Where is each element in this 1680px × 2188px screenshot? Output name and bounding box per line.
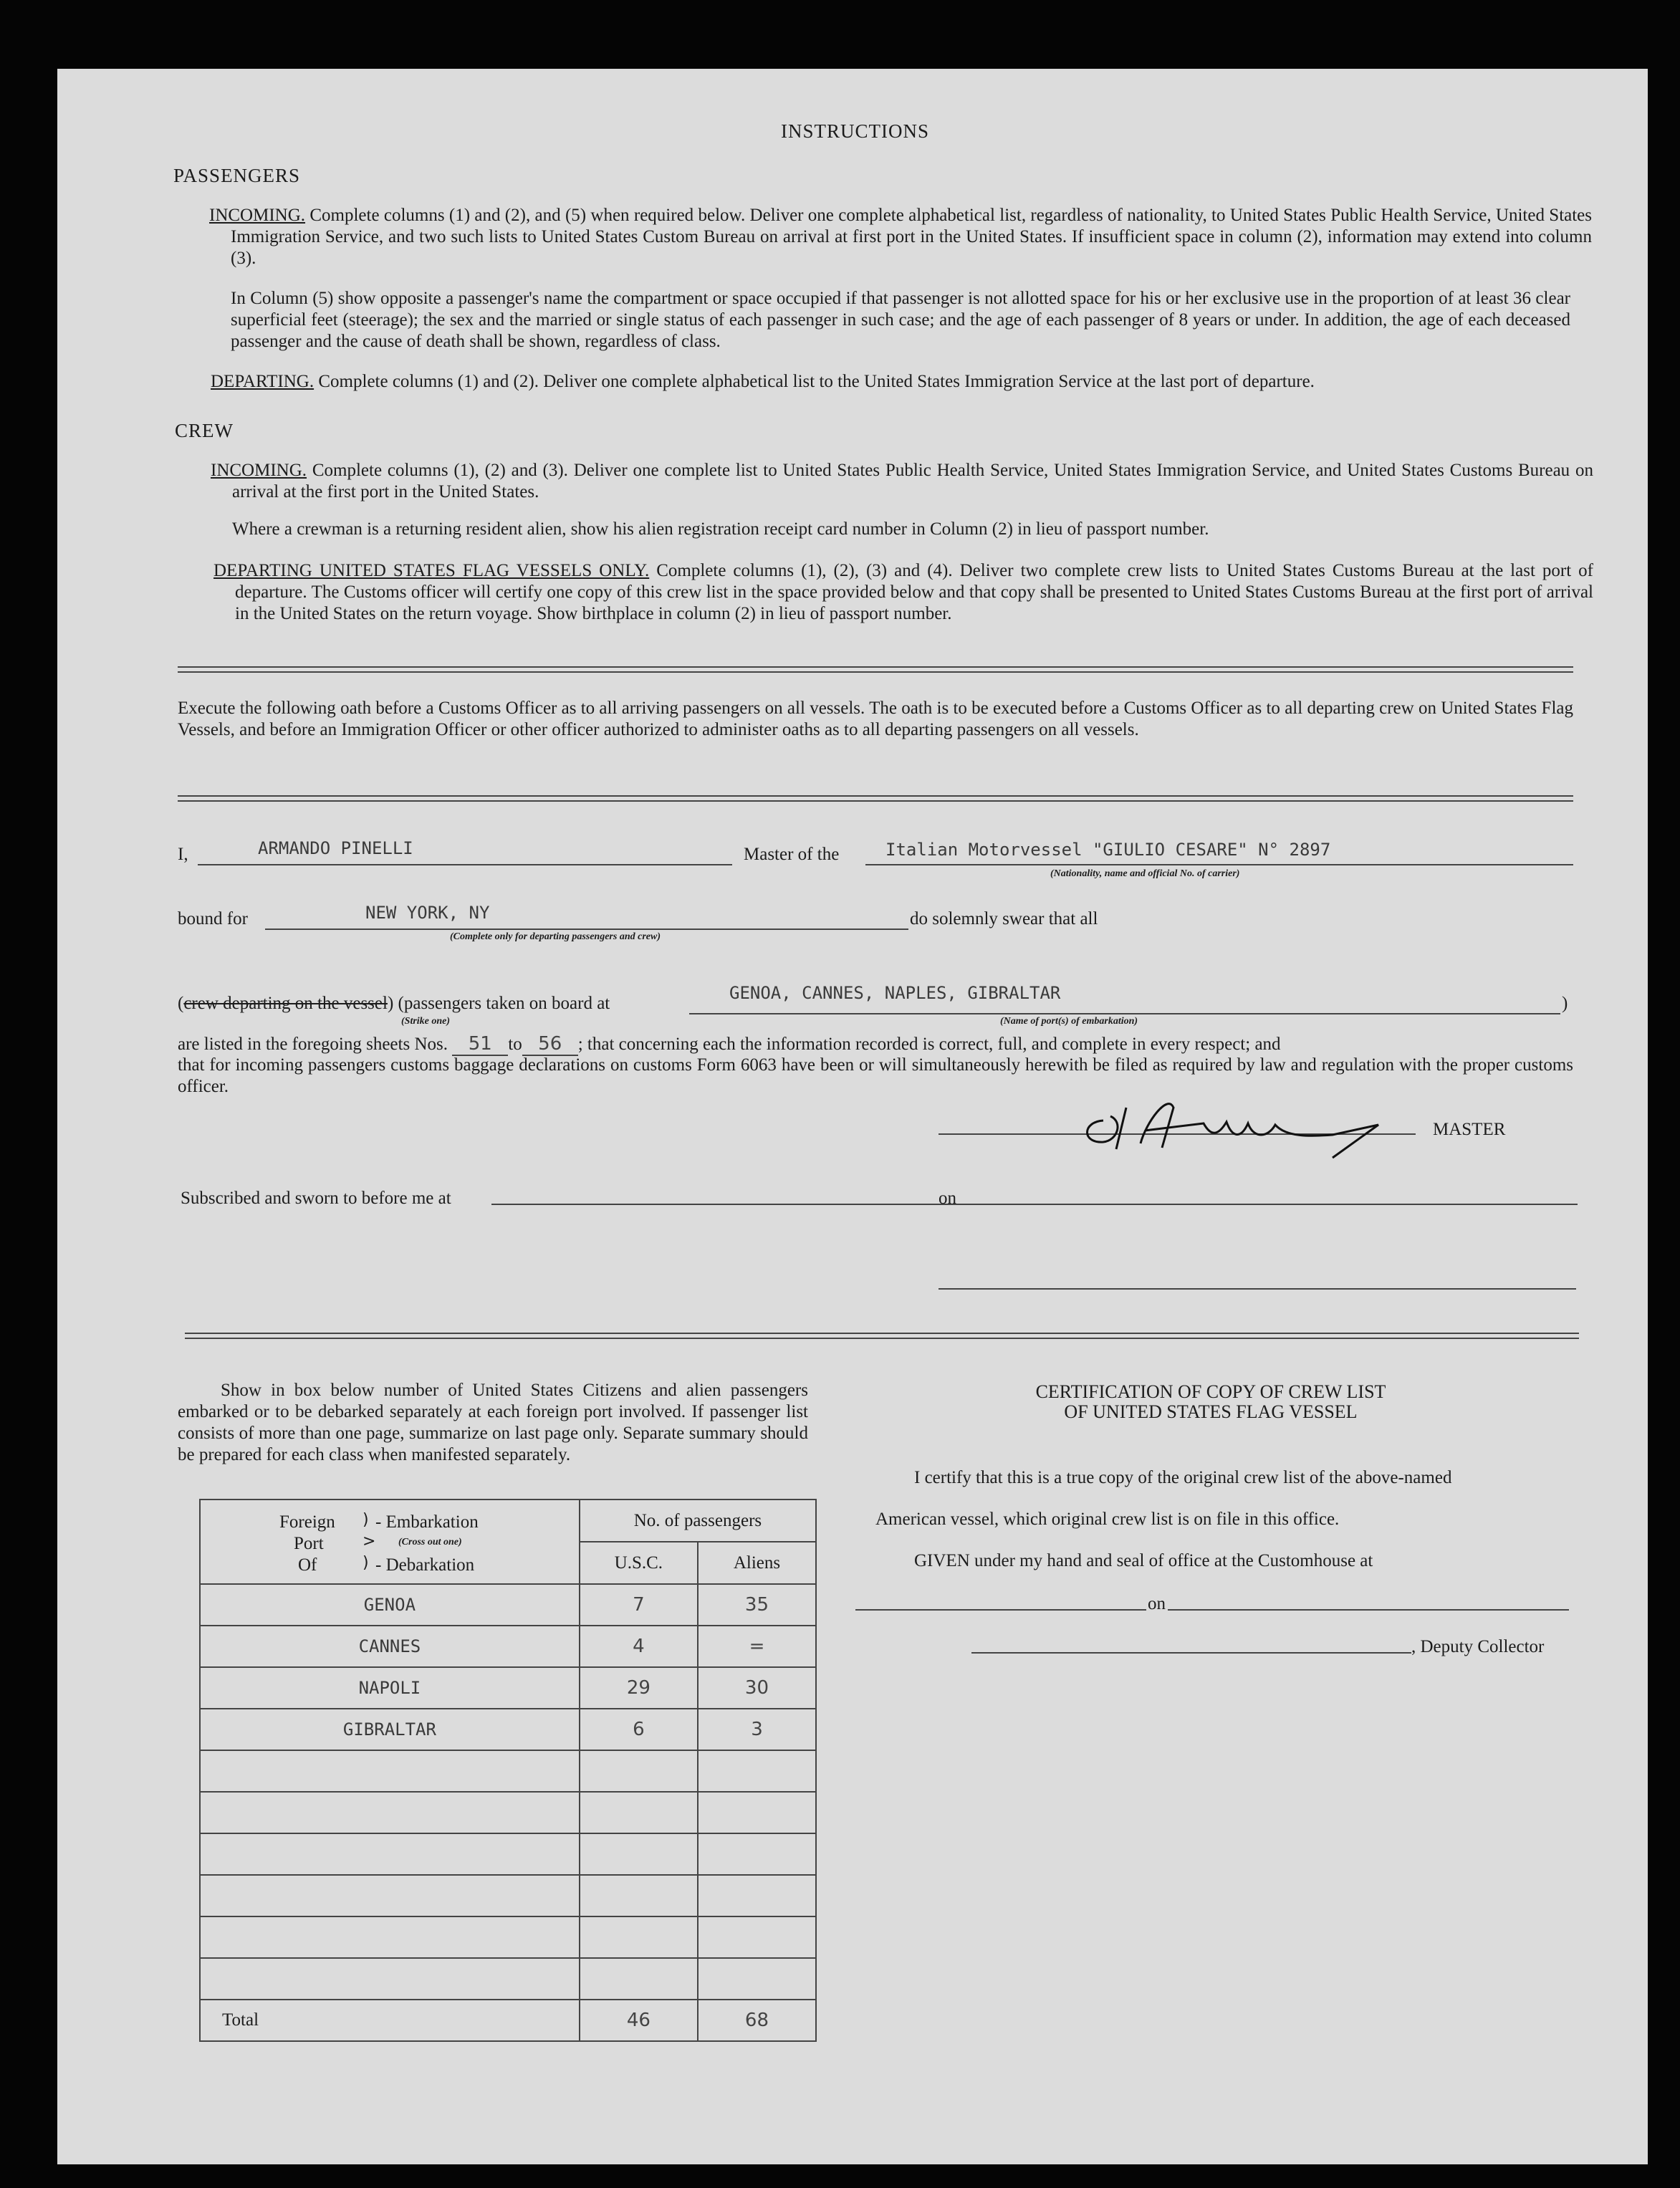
strike-caption: (Strike one) <box>401 1016 451 1027</box>
bound-for-caption: (Complete only for departing passengers and crew) <box>450 931 661 942</box>
port-cell: CANNES <box>200 1626 580 1667</box>
table-row <box>200 1626 816 1667</box>
swear-text: do solemnly swear that all <box>910 909 1098 929</box>
crew-departing-struck: crew departing on the vessel <box>183 994 388 1013</box>
aliens-header: Aliens <box>698 1542 816 1584</box>
crew-departing-label: DEPARTING UNITED STATES FLAG VESSELS ONLY. <box>213 561 650 580</box>
crew-heading: CREW <box>175 420 234 441</box>
port-cell: GIBRALTAR <box>200 1709 580 1750</box>
crew-departing-text: Complete columns (1), (2), (3) and (4). Deliver two complete crew lists to United States Customs Bureau at the last port of departure. The Customs officer will certify one copy of this crew list in the space provided below and that copy shall be presented to United States Customs Bureau at the first port of arrival in the United States on the return voyage. Show birthplace in column (2) in lieu of passport number. <box>235 561 1593 623</box>
deputy-collector-label: , Deputy Collector <box>1411 1637 1545 1656</box>
ports-line <box>689 1013 1560 1014</box>
divider <box>178 666 1573 673</box>
vessel-line <box>865 864 1573 865</box>
port-header-cell <box>200 1500 580 1584</box>
sheets-line <box>178 1033 1281 1056</box>
close-paren: ) <box>1562 994 1568 1013</box>
passenger-summary-table <box>199 1499 817 2042</box>
port-cell: NAPOLI <box>200 1667 580 1709</box>
divider <box>178 795 1573 802</box>
sheet-to: 56 <box>522 1033 578 1056</box>
passengers-incoming-label: INCOMING. <box>209 206 306 225</box>
master-name-line <box>198 864 732 865</box>
aliens-cell: = <box>698 1626 816 1667</box>
bracket-top: ) <box>363 1511 369 1529</box>
master-label: MASTER <box>1433 1120 1506 1139</box>
certify-text: I certify that this is a true copy of the original crew list of the above-named <box>914 1468 1452 1487</box>
summary-instructions: Show in box below number of United States Citizens and alien passengers embarked or to be debarked separately at each foreign port involved. If passenger list consists of more than one page, summarize on last page only. Separate summary should be prepared for each class when manifested separately. <box>178 1381 808 1464</box>
table-row <box>200 1584 816 1626</box>
passengers-taken-label: ) (passengers taken on board at <box>387 994 610 1013</box>
table-row-empty <box>200 1916 816 1958</box>
officer-signature-line <box>939 1288 1576 1290</box>
usc-cell: 6 <box>580 1709 698 1750</box>
total-aliens: 68 <box>698 2000 816 2041</box>
usc-header: U.S.C. <box>580 1542 698 1584</box>
col-debarkation: - Debarkation <box>375 1555 475 1575</box>
master-signature <box>1060 1079 1461 1165</box>
total-row <box>200 2000 816 2041</box>
certify-text-2: American vessel, which original crew list is on file in this office. <box>875 1510 1340 1529</box>
passengers-incoming-text: Complete columns (1) and (2), and (5) when required below. Deliver one complete alphabetical list, regardless of nationality, to United States Public Health Service, United States Immigration Service, and two such lists to United States Custom Bureau on arrival at first port in the United States. If insufficient space in column (2), information may extend into column (3). <box>231 206 1593 268</box>
bracket-bottom: ) <box>363 1554 369 1572</box>
table-row-empty <box>200 1958 816 2000</box>
given-text: GIVEN under my hand and seal of office at the Customhouse at <box>914 1551 1373 1570</box>
vessel-caption: (Nationality, name and official No. of carrier) <box>1050 868 1240 879</box>
master-name: ARMANDO PINELLI <box>258 838 413 858</box>
customhouse-line <box>855 1609 1146 1611</box>
crew-incoming-label: INCOMING. <box>211 461 307 480</box>
certification-title-1: CERTIFICATION OF COPY OF CREW LIST <box>1035 1381 1386 1402</box>
certification-date-line <box>1168 1609 1569 1611</box>
no-passengers-header: No. of passengers <box>580 1500 816 1542</box>
table-header-row <box>200 1500 816 1542</box>
usc-cell: 7 <box>580 1584 698 1626</box>
port-cell: GENOA <box>200 1584 580 1626</box>
aliens-cell: 30 <box>698 1667 816 1709</box>
subscribed-label: Subscribed and sworn to before me at <box>181 1189 451 1208</box>
bound-for-line <box>265 929 908 930</box>
col-embarkation: - Embarkation <box>375 1512 479 1532</box>
total-usc: 46 <box>580 2000 698 2041</box>
col-cross-out: (Cross out one) <box>398 1537 462 1548</box>
listed-prefix: are listed in the foregoing sheets Nos. <box>178 1035 448 1054</box>
oath-i-label: I, <box>178 845 188 864</box>
oath-intro: Execute the following oath before a Customs Officer as to all arriving passengers on all vessels. The oath is to be executed before a Customs Officer as to all departing crew on United States Flag Vessels, and before an Immigration Officer or other officer authorized to administer oaths as to all departing passengers on all vessels. <box>178 699 1573 739</box>
table-row-empty <box>200 1792 816 1833</box>
usc-cell: 4 <box>580 1626 698 1667</box>
passengers-departing-paragraph <box>211 371 1572 393</box>
certification-title-2: OF UNITED STATES FLAG VESSEL <box>1064 1401 1358 1422</box>
bracket-mid: > <box>363 1532 376 1550</box>
bound-for-value: NEW YORK, NY <box>365 903 490 923</box>
col-of: Of <box>298 1555 317 1575</box>
passengers-heading: PASSENGERS <box>173 165 301 186</box>
subscribed-place-line <box>491 1204 993 1205</box>
instructions-title: INSTRUCTIONS <box>781 120 930 142</box>
crew-departing-paragraph <box>213 560 1593 625</box>
passengers-departing-label: DEPARTING. <box>211 372 315 391</box>
subscribed-date-line <box>957 1204 1578 1205</box>
to-label: to <box>508 1035 522 1054</box>
listed-suffix: ; that concerning each the information recorded is correct, full, and complete in every respect; and <box>577 1035 1281 1054</box>
table-row-empty <box>200 1750 816 1792</box>
passengers-departing-text: Complete columns (1) and (2). Deliver one complete alphabetical list to the United States Immigration Service at the last port of departure. <box>318 372 1315 391</box>
bound-for-label: bound for <box>178 909 248 929</box>
master-of-label: Master of the <box>744 845 840 864</box>
table-row-empty <box>200 1833 816 1875</box>
aliens-cell: 35 <box>698 1584 816 1626</box>
open-paren: ( <box>178 994 184 1013</box>
divider <box>185 1333 1579 1339</box>
usc-cell: 29 <box>580 1667 698 1709</box>
crew-resident-text: Where a crewman is a returning resident alien, show his alien registration receipt card number in Column (2) in lieu of passport number. <box>232 519 1209 539</box>
table-row <box>200 1709 816 1750</box>
certification-on-label: on <box>1148 1594 1166 1613</box>
listed-rest: that for incoming passengers customs baggage declarations on customs Form 6063 have been or will simultaneously herewith be filed as required by law and regulation with the proper customs officer. <box>178 1055 1573 1096</box>
col-port: Port <box>294 1534 324 1553</box>
form-sheet <box>57 69 1648 2164</box>
aliens-cell: 3 <box>698 1709 816 1750</box>
total-label: Total <box>200 2000 580 2041</box>
crew-passengers-clause <box>178 993 610 1014</box>
col-foreign: Foreign <box>279 1512 335 1532</box>
ports-caption: (Name of port(s) of embarkation) <box>1000 1016 1138 1027</box>
embarkation-ports: GENOA, CANNES, NAPLES, GIBRALTAR <box>729 983 1061 1003</box>
vessel-name: Italian Motorvessel "GIULIO CESARE" N° 2897 <box>885 840 1331 860</box>
subscribed-on-label: on <box>939 1189 956 1208</box>
passengers-column5-text: In Column (5) show opposite a passenger's name the compartment or space occupied if that passenger is not allotted space for his or her exclusive use in the proportion of at least 36 clear superficial feet (steerage); the sex and the married or single status of each passenger in such case; and the age of each passenger of 8 years or under. In addition, the age of each deceased passenger and the cause of death shall be shown, regardless of class. <box>231 289 1570 351</box>
table-row-empty <box>200 1875 816 1916</box>
passengers-incoming-paragraph <box>209 205 1592 269</box>
crew-incoming-text: Complete columns (1), (2) and (3). Deliver one complete list to United States Public Health Service, United States Immigration Service, and United States Customs Bureau on arrival at the first port in the United States. <box>232 461 1593 502</box>
table-row <box>200 1667 816 1709</box>
crew-incoming-paragraph <box>211 460 1593 503</box>
sheet-from: 51 <box>452 1033 508 1056</box>
deputy-signature-line <box>971 1652 1411 1654</box>
